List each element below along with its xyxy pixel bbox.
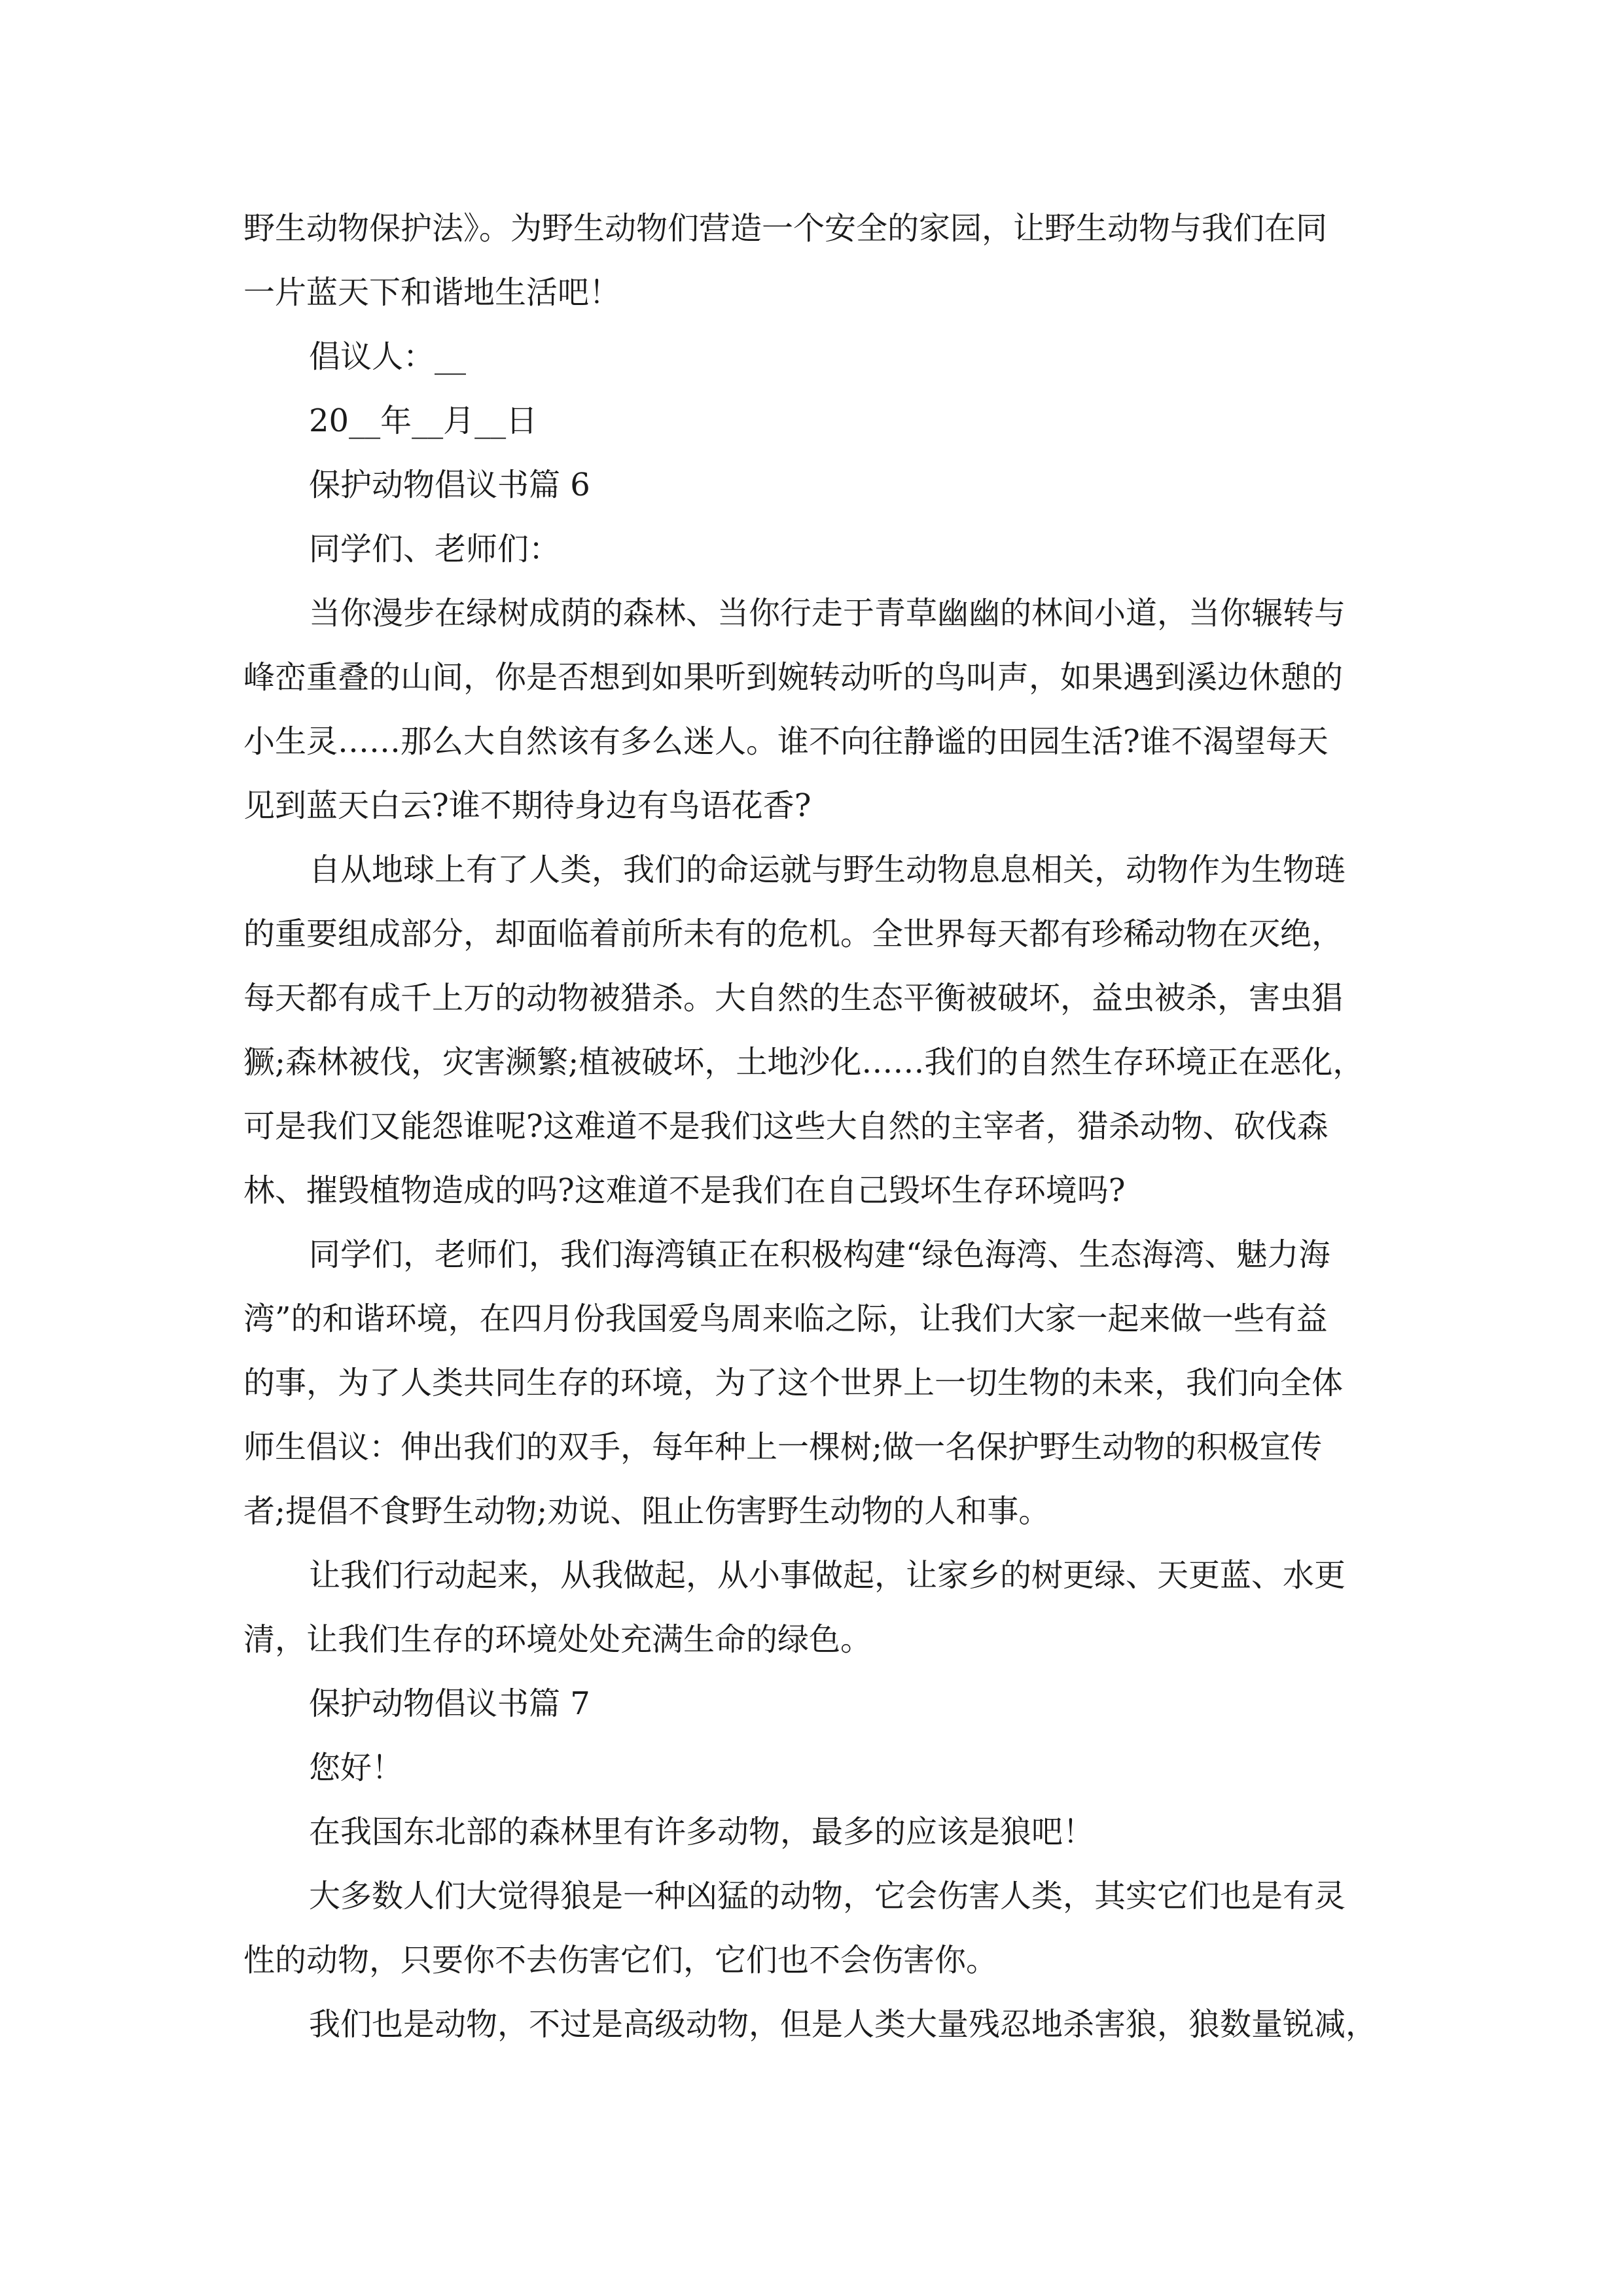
text-line: 者;提倡不食野生动物;劝说、阻止伤害野生动物的人和事。 xyxy=(243,1493,1050,1530)
text-line: 一片蓝天下和谐地生活吧！ xyxy=(243,274,621,311)
text-line: 大多数人们大觉得狼是一种凶猛的动物，它会伤害人类，其实它们也是有灵 xyxy=(309,1878,1346,1914)
text-line: 20__年__月__日 xyxy=(309,403,538,439)
text-line: 保护动物倡议书篇 7 xyxy=(309,1685,590,1722)
text-line: 让我们行动起来，从我做起，从小事做起，让家乡的树更绿、天更蓝、水更 xyxy=(309,1557,1346,1594)
text-line: 可是我们又能怨谁呢?这难道不是我们这些大自然的主宰者，猎杀动物、砍伐森 xyxy=(243,1108,1329,1145)
text-line: 野生动物保护法》。为野生动物们营造一个安全的家园，让野生动物与我们在同 xyxy=(243,210,1328,247)
text-line: 倡议人：__ xyxy=(309,338,467,375)
text-line: 峰峦重叠的山间，你是否想到如果听到婉转动听的鸟叫声，如果遇到溪边休憩的 xyxy=(243,659,1344,696)
text-line: 师生倡议：伸出我们的双手，每年种上一棵树;做一名保护野生动物的积极宣传 xyxy=(243,1429,1323,1465)
text-line: 您好！ xyxy=(309,1749,404,1786)
text-line: 每天都有成千上万的动物被猎杀。大自然的生态平衡被破坏，益虫被杀，害虫猖 xyxy=(243,980,1344,1016)
text-line: 小生灵……那么大自然该有多么迷人。谁不向往静谧的田园生活?谁不渴望每天 xyxy=(243,723,1329,760)
text-line: 湾”的和谐环境，在四月份我国爱鸟周来临之际，让我们大家一起来做一些有益 xyxy=(243,1300,1328,1337)
text-line: 我们也是动物，不过是高级动物，但是人类大量残忍地杀害狼，狼数量锐减， xyxy=(309,2006,1378,2043)
text-line: 林、摧毁植物造成的吗?这难道不是我们在自己毁坏生存环境吗? xyxy=(243,1172,1126,1209)
text-line: 的事，为了人类共同生存的环境，为了这个世界上一切生物的未来，我们向全体 xyxy=(243,1365,1344,1401)
text-line: 保护动物倡议书篇 6 xyxy=(309,467,590,503)
document-body xyxy=(243,196,1382,2056)
text-line: 的重要组成部分，却面临着前所未有的危机。全世界每天都有珍稀动物在灭绝， xyxy=(243,916,1344,952)
text-line: 性的动物，只要你不去伤害它们，它们也不会伤害你。 xyxy=(243,1942,998,1979)
text-line: 自从地球上有了人类，我们的命运就与野生动物息息相关，动物作为生物琏 xyxy=(309,852,1346,888)
text-line: 獗;森林被伐，灾害濒繁;植被破坏，土地沙化……我们的自然生存环境正在恶化， xyxy=(243,1044,1364,1081)
text-line: 同学们、老师们： xyxy=(309,531,561,567)
text-line: 清，让我们生存的环境处处充满生命的绿色。 xyxy=(243,1621,872,1658)
text-line: 见到蓝天白云?谁不期待身边有鸟语花香? xyxy=(243,787,812,824)
text-line: 同学们，老师们，我们海湾镇正在积极构建“绿色海湾、生态海湾、魅力海 xyxy=(309,1236,1330,1273)
text-line: 当你漫步在绿树成荫的森林、当你行走于青草幽幽的林间小道，当你辗转与 xyxy=(309,595,1346,632)
text-line: 在我国东北部的森林里有许多动物，最多的应该是狼吧！ xyxy=(309,1814,1095,1850)
